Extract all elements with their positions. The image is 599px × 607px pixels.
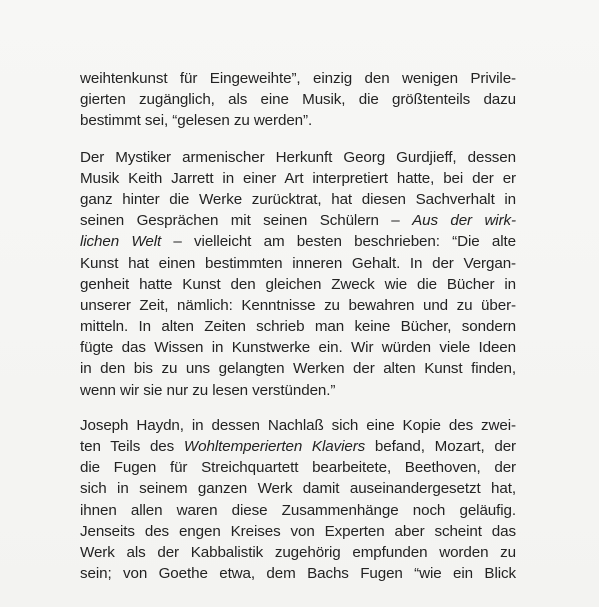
- text-segment: bestimmt sei, “gelesen zu werden”.: [80, 112, 313, 130]
- text-line: [80, 521, 516, 542]
- text-segment: genheit hatte Kunst den gleichen Zweck wie die Bücher in: [80, 275, 516, 293]
- text-line: [80, 478, 516, 499]
- text-segment: weihtenkunst für Eingeweihte”, einzig den wenigen Privile-: [80, 70, 516, 87]
- text-line: [80, 415, 516, 436]
- text-line: [80, 189, 516, 210]
- text-line: [80, 110, 516, 131]
- text-line: [80, 295, 516, 316]
- text-segment: Kunst hat einen bestimmten inneren Gehalt. In der Vergan-: [80, 254, 516, 272]
- text-segment: – vielleicht am besten beschrieben: “Die alte: [161, 233, 517, 251]
- paragraph: [80, 415, 516, 585]
- body-text: [80, 68, 516, 584]
- paragraph: [80, 68, 516, 132]
- text-line: [80, 500, 516, 521]
- text-segment: gierten zugänglich, als eine Musik, die größtenteils dazu: [80, 91, 516, 109]
- text-segment: Der Mystiker armenischer Herkunft Georg Gurdjieff, dessen: [80, 148, 516, 166]
- text-segment: mitteln. In alten Zeiten schrieb man keine Bücher, sondern: [80, 318, 516, 336]
- text-line: [80, 147, 516, 168]
- italic-text: lichen Welt: [80, 233, 162, 251]
- text-line: [80, 168, 516, 189]
- italic-text: Aus der wirk-: [412, 212, 516, 230]
- text-line: [80, 380, 516, 401]
- text-segment: fügte das Wissen in Kunstwerke ein. Wir würden viele Ideen: [80, 339, 516, 357]
- text-line: [80, 337, 516, 358]
- text-segment: die Fugen für Streichquartett bearbeitete, Beethoven, der: [80, 459, 516, 477]
- text-segment: sein; von Goethe etwa, dem Bachs Fugen “wie ein Blick: [80, 565, 516, 583]
- text-segment: ganz hinter die Werke zurücktrat, hat diesen Sachverhalt in: [80, 190, 516, 208]
- text-segment: Jenseits des engen Kreises von Experten aber scheint das: [80, 522, 516, 540]
- text-line: [80, 68, 516, 89]
- text-line: [80, 563, 516, 584]
- text-segment: wenn wir sie nur zu lesen verstünden.”: [80, 381, 336, 399]
- text-line: [80, 457, 516, 478]
- text-segment: Joseph Haydn, in dessen Nachlaß sich eine Kopie des zwei-: [80, 416, 516, 434]
- text-line: [80, 274, 516, 295]
- text-line: [80, 231, 516, 252]
- text-segment: in den bis zu uns gelangten Werken der alten Kunst finden,: [80, 360, 516, 378]
- text-line: [80, 210, 516, 231]
- text-segment: Werk als der Kabbalistik zugehörig empfunden worden zu: [80, 543, 516, 561]
- paragraph: [80, 147, 516, 401]
- text-line: [80, 253, 516, 274]
- italic-text: Wohltemperierten Klaviers: [183, 438, 366, 455]
- text-segment: seinen Gesprächen mit seinen Schülern –: [80, 212, 413, 230]
- paragraph-spacer: [80, 401, 516, 415]
- text-segment: ihnen allen waren diese Zusammenhänge noch geläufig.: [80, 501, 516, 519]
- text-segment: befand, Mozart, der: [365, 438, 517, 455]
- text-segment: sich in seinem ganzen Werk damit auseinandergesetzt hat,: [80, 480, 516, 498]
- text-segment: unserer Zeit, nämlich: Kenntnisse zu bewahren und zu über-: [80, 296, 516, 314]
- text-line: [80, 89, 516, 110]
- text-line: [80, 358, 516, 379]
- text-line: [80, 542, 516, 563]
- paragraph-spacer: [80, 132, 516, 147]
- text-segment: ten Teils des: [80, 438, 184, 455]
- text-segment: Musik Keith Jarrett in einer Art interpretiert hatte, bei der er: [80, 169, 516, 187]
- text-line: [80, 316, 516, 337]
- text-line: [80, 436, 516, 457]
